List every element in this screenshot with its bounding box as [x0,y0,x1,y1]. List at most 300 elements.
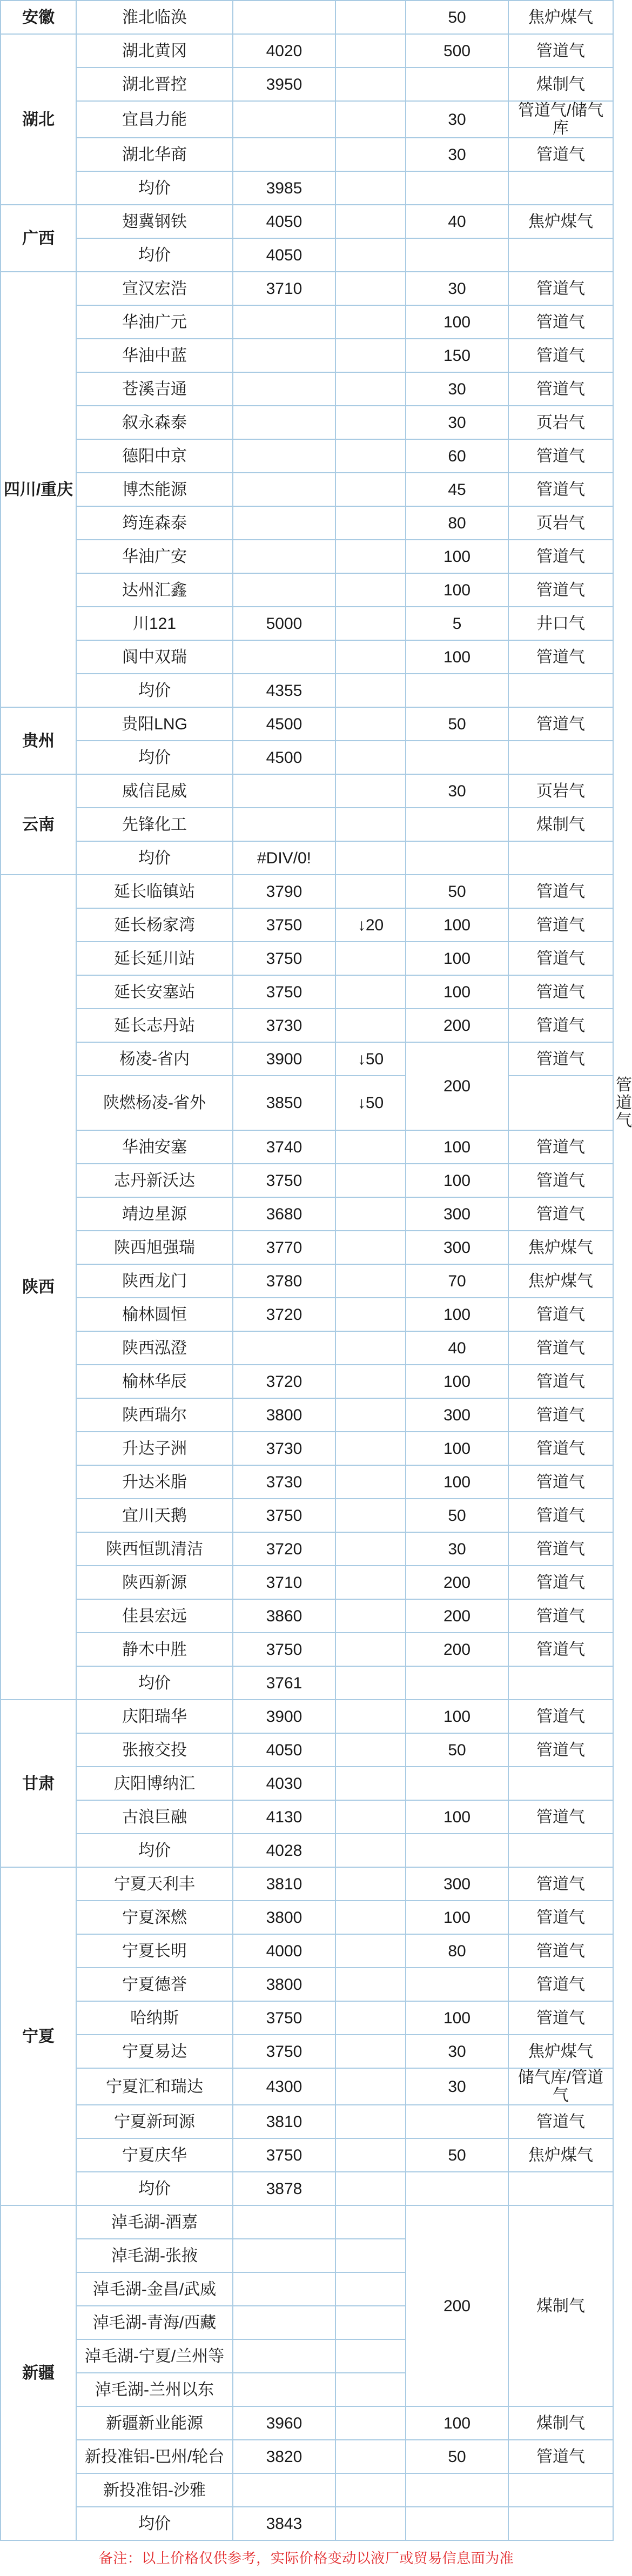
volume-cell [406,1968,508,2001]
plant-name-cell: 宁夏新珂源 [76,2105,233,2138]
price-change-cell [335,238,406,272]
price-cell: 3680 [233,1197,335,1231]
price-change-cell [335,2105,406,2138]
price-change-cell [335,1164,406,1197]
plant-name-cell: 榆林圆恒 [76,1298,233,1331]
table-row [1,473,613,506]
price-cell [233,808,335,841]
volume-cell [406,741,508,774]
price-change-cell [335,1700,406,1733]
price-cell: 3860 [233,1599,335,1633]
average-label-cell: 均价 [76,2507,233,2540]
plant-name-cell: 阆中双瑞 [76,640,233,674]
price-change-cell: ↓50 [335,1076,406,1130]
table-row [1,1700,613,1733]
gas-source-type-cell: 管道气/储气库 [508,101,613,138]
gas-source-type-cell: 管道气 [508,339,613,372]
price-cell [233,372,335,406]
gas-source-type-cell: 管道气 [508,1365,613,1398]
plant-name-cell: 宁夏天利丰 [76,1867,233,1901]
plant-name-cell: 宁夏德誉 [76,1968,233,2001]
volume-cell: 500 [406,34,508,68]
price-cell: 3790 [233,875,335,908]
table-row [1,272,613,305]
volume-cell: 30 [406,272,508,305]
price-change-cell [335,2440,406,2473]
volume-cell: 100 [406,1130,508,1164]
plant-name-cell: 静木中胜 [76,1633,233,1666]
volume-cell: 100 [406,2406,508,2440]
table-row [1,1009,613,1042]
volume-cell [406,238,508,272]
gas-source-type-cell: 煤制气 [508,2406,613,2440]
volume-cell [406,674,508,707]
plant-name-cell: 湖北黄冈 [76,34,233,68]
volume-cell [406,1666,508,1700]
volume-cell: 150 [406,339,508,372]
gas-source-type-cell: 管道气 [508,1042,613,1076]
price-cell [233,2205,335,2239]
gas-source-type-cell: 管道气 [508,640,613,674]
gas-source-type-cell: 管道气 [508,372,613,406]
plant-name-cell: 宜川天鹅 [76,1499,233,1532]
gas-source-type-cell: 页岩气 [508,406,613,439]
price-cell [233,101,335,138]
table-row [1,707,613,741]
volume-cell: 30 [406,138,508,171]
price-cell: 4020 [233,34,335,68]
gas-source-type-cell: 管道气 [508,1432,613,1465]
plant-name-cell: 筠连森泰 [76,506,233,540]
price-change-cell [335,607,406,640]
volume-cell: 100 [406,1465,508,1499]
plant-name-cell: 延长杨家湾 [76,908,233,942]
plant-name-cell: 宣汉宏浩 [76,272,233,305]
price-change-cell [335,640,406,674]
volume-cell: 30 [406,2035,508,2068]
volume-cell: 60 [406,439,508,473]
plant-name-cell: 陕西恒凯清洁 [76,1532,233,1566]
gas-source-type-cell: 管道气 [508,473,613,506]
table-row [1,1365,613,1398]
price-change-cell [335,2138,406,2172]
region-cell: 四川/重庆 [1,272,76,707]
price-cell: 3750 [233,2138,335,2172]
price-cell [233,473,335,506]
table-row: 陕燃杨凌-省外 3850 ↓50 管道气 [1,1076,613,1130]
average-row [1,741,613,774]
table-row [1,1934,613,1968]
average-price-cell: 3761 [233,1666,335,1700]
volume-cell [406,841,508,875]
plant-name-cell: 德阳中京 [76,439,233,473]
price-cell: 3730 [233,1465,335,1499]
price-change-cell [335,1532,406,1566]
region-cell: 甘肃 [1,1700,76,1867]
table-body [1,1,632,2540]
price-change-cell [335,34,406,68]
average-price-cell: 4028 [233,1834,335,1867]
price-cell [233,305,335,339]
plant-name-cell: 陕西旭强瑞 [76,1231,233,1264]
gas-source-type-cell: 焦炉煤气 [508,1,613,34]
volume-cell: 100 [406,942,508,975]
table-row [1,372,613,406]
average-price-cell: 4355 [233,674,335,707]
table-row [1,406,613,439]
gas-source-type-cell: 管道气 [508,1867,613,1901]
price-change-cell [335,2205,406,2239]
volume-cell: 80 [406,1934,508,1968]
price-change-cell [335,1130,406,1164]
region-cell: 新疆 [1,2205,76,2540]
table-row [1,1733,613,1767]
volume-cell: 45 [406,473,508,506]
price-cell: 3770 [233,1231,335,1264]
table-row [1,1197,613,1231]
price-cell [233,774,335,808]
price-cell [233,540,335,573]
price-cell [233,2339,335,2373]
volume-cell: 100 [406,1432,508,1465]
gas-source-type-cell [508,841,613,875]
volume-cell: 100 [406,908,508,942]
table-row [1,875,613,908]
plant-name-cell: 陕西瑞尔 [76,1398,233,1432]
plant-name-cell: 陕西龙门 [76,1264,233,1298]
gas-source-type-cell: 管道气 [508,707,613,741]
price-cell [233,506,335,540]
volume-cell: 40 [406,205,508,238]
price-change-cell: ↓20 [335,908,406,942]
price-change-cell [335,975,406,1009]
price-change-cell [335,1834,406,1867]
table-row [1,1968,613,2001]
table-row [1,1566,613,1599]
average-row [1,171,613,205]
price-cell: 3750 [233,942,335,975]
price-change-cell [335,1867,406,1901]
plant-name-cell: 陕西新源 [76,1566,233,1599]
volume-cell [406,2507,508,2540]
average-row [1,1666,613,1700]
volume-cell: 300 [406,1231,508,1264]
average-label-cell: 均价 [76,1666,233,1700]
volume-cell: 100 [406,2001,508,2035]
region-cell: 湖北 [1,34,76,205]
gas-source-type-cell [508,674,613,707]
gas-source-type-cell: 管道气 [508,1398,613,1432]
volume-cell: 30 [406,2068,508,2105]
gas-source-type-cell: 管道气 [508,1130,613,1164]
volume-cell: 200 [406,1009,508,1042]
gas-source-type-cell: 管道气 [508,540,613,573]
price-change-cell [335,1733,406,1767]
average-label-cell: 均价 [76,841,233,875]
price-change-cell [335,339,406,372]
plant-name-cell: 延长临镇站 [76,875,233,908]
volume-cell: 50 [406,1499,508,1532]
price-change-cell [335,1800,406,1834]
gas-source-type-cell: 管道气 [508,975,613,1009]
average-row [1,2507,613,2540]
volume-cell: 200 [406,1599,508,1633]
volume-cell: 100 [406,540,508,573]
table-row [1,2001,613,2035]
plant-name-cell: 宁夏深燃 [76,1901,233,1934]
table-row [1,1264,613,1298]
table-row [1,2035,613,2068]
table-row [1,34,613,68]
price-change-cell [335,1231,406,1264]
table-row [1,640,613,674]
gas-source-type-cell: 管道气 [508,1465,613,1499]
price-cell: 3810 [233,2105,335,2138]
table-row [1,1164,613,1197]
gas-source-type-cell: 焦炉煤气 [508,1264,613,1298]
average-row [1,674,613,707]
price-cell: 3750 [233,2035,335,2068]
volume-cell: 100 [406,1365,508,1398]
plant-name-cell: 延长延川站 [76,942,233,975]
average-row [1,841,613,875]
volume-cell [406,2172,508,2205]
plant-name-cell: 翅冀钢铁 [76,205,233,238]
gas-source-type-cell: 管道气 [508,2105,613,2138]
table-row [1,1465,613,1499]
plant-name-cell: 新投准铝-沙雅 [76,2473,233,2507]
gas-source-type-cell: 焦炉煤气 [508,1231,613,1264]
table-row [1,506,613,540]
price-cell: 4050 [233,205,335,238]
gas-source-type-cell: 管道气 [508,1532,613,1566]
volume-cell: 100 [406,573,508,607]
plant-name-cell: 达州汇鑫 [76,573,233,607]
plant-name-cell: 靖边星源 [76,1197,233,1231]
price-change-cell [335,1666,406,1700]
volume-cell: 80 [406,506,508,540]
footer-note: 备注：以上价格仅供参考，实际价格变动以液厂或贸易信息面为准 [98,2550,514,2566]
table-row [1,573,613,607]
price-change-cell [335,1599,406,1633]
price-cell: 3750 [233,908,335,942]
average-label-cell: 均价 [76,741,233,774]
volume-cell [406,808,508,841]
gas-source-type-cell [508,2507,613,2540]
average-price-cell: 3985 [233,171,335,205]
gas-source-type-cell: 管道气 [508,1968,613,2001]
plant-name-cell: 延长安塞站 [76,975,233,1009]
price-cell: 3740 [233,1130,335,1164]
volume-cell: 50 [406,875,508,908]
gas-source-type-cell [508,741,613,774]
plant-name-cell: 先锋化工 [76,808,233,841]
average-label-cell: 均价 [76,171,233,205]
average-label-cell: 均价 [76,1834,233,1867]
volume-cell: 100 [406,305,508,339]
table-row [1,1767,613,1800]
price-change-cell [335,439,406,473]
price-change-cell [335,1264,406,1298]
table-row [1,1532,613,1566]
plant-name-cell: 延长志丹站 [76,1009,233,1042]
gas-source-type-cell: 管道气 [508,1566,613,1599]
gas-source-type-cell [508,2172,613,2205]
volume-cell: 100 [406,1164,508,1197]
average-label-cell: 均价 [76,674,233,707]
price-change-cell [335,2035,406,2068]
plant-name-cell: 淖毛湖-酒嘉 [76,2205,233,2239]
price-cell [233,1331,335,1365]
price-change-cell [335,1968,406,2001]
plant-name-cell: 叙永森泰 [76,406,233,439]
volume-cell: 50 [406,1,508,34]
table-row [1,1231,613,1264]
price-change-cell [335,2406,406,2440]
price-change-cell [335,741,406,774]
table-row [1,439,613,473]
volume-cell: 200 [406,1566,508,1599]
plant-name-cell: 淖毛湖-宁夏/兰州等 [76,2339,233,2373]
gas-source-type-cell: 管道气 [508,908,613,942]
volume-cell: 5 [406,607,508,640]
gas-source-type-cell [508,238,613,272]
price-change-cell [335,1197,406,1231]
plant-name-cell: 淖毛湖-张掖 [76,2239,233,2272]
plant-name-cell: 宁夏庆华 [76,2138,233,2172]
gas-source-type-cell: 井口气 [508,607,613,640]
price-change-cell [335,305,406,339]
price-cell: 3710 [233,272,335,305]
gas-source-type-cell: 管道气 [508,1298,613,1331]
volume-cell [406,2105,508,2138]
plant-name-cell: 杨凌-省内 [76,1042,233,1076]
gas-source-type-cell: 页岩气 [508,506,613,540]
gas-source-type-cell: 管道气 [508,34,613,68]
table-row [1,1042,613,1076]
volume-cell: 300 [406,1867,508,1901]
average-price-cell: 3878 [233,2172,335,2205]
volume-cell [406,1767,508,1800]
price-change-cell [335,2068,406,2105]
price-change-cell [335,2373,406,2406]
price-change-cell [335,1,406,34]
table-row [1,1499,613,1532]
price-change-cell [335,68,406,101]
table-row [1,138,613,171]
gas-source-type-cell [508,171,613,205]
price-cell [233,2239,335,2272]
table-row [1,1867,613,1901]
price-change-cell [335,406,406,439]
price-cell: 4030 [233,1767,335,1800]
table-row [1,339,613,372]
volume-cell: 30 [406,372,508,406]
plant-name-cell: 古浪巨融 [76,1800,233,1834]
table-row [1,975,613,1009]
price-cell: 4300 [233,2068,335,2105]
price-cell [233,640,335,674]
volume-cell [406,171,508,205]
gas-source-type-cell: 管道气 [508,1331,613,1365]
price-cell: 3850 [233,1076,335,1130]
price-change-cell [335,171,406,205]
plant-name-cell: 升达米脂 [76,1465,233,1499]
price-cell: 3720 [233,1365,335,1398]
plant-name-cell: 淖毛湖-青海/西藏 [76,2306,233,2339]
price-cell: 3750 [233,2001,335,2035]
volume-cell: 200 [406,1042,508,1130]
plant-name-cell: 华油安塞 [76,1130,233,1164]
price-cell: 5000 [233,607,335,640]
price-change-cell [335,2306,406,2339]
table-row [1,1331,613,1365]
price-cell [233,2373,335,2406]
gas-source-type-cell: 焦炉煤气 [508,205,613,238]
plant-name-cell: 志丹新沃达 [76,1164,233,1197]
gas-source-type-cell [508,1834,613,1867]
table-row [1,68,613,101]
price-cell: 3800 [233,1968,335,2001]
price-change-cell [335,506,406,540]
price-change-cell [335,774,406,808]
plant-name-cell: 博杰能源 [76,473,233,506]
price-change-cell [335,808,406,841]
price-cell: 4000 [233,1934,335,1968]
table-row [1,101,613,138]
price-change-cell [335,1009,406,1042]
volume-cell: 100 [406,1298,508,1331]
gas-source-type-cell: 管道气 [508,1633,613,1666]
region-cell: 广西 [1,205,76,272]
gas-source-type-cell: 管道气 [508,439,613,473]
price-change-cell [335,1331,406,1365]
average-price-cell: 4050 [233,238,335,272]
price-change-cell [335,1767,406,1800]
plant-name-cell: 张掖交投 [76,1733,233,1767]
price-change-cell [335,1901,406,1934]
volume-cell: 200 [406,2205,508,2406]
plant-name-cell: 宁夏汇和瑞达 [76,2068,233,2105]
price-change-cell [335,2239,406,2272]
average-row [1,1834,613,1867]
table-row [1,2440,613,2473]
price-change-cell [335,707,406,741]
price-change-cell [335,2507,406,2540]
volume-cell: 200 [406,1633,508,1666]
gas-source-type-cell: 管道气 [508,942,613,975]
plant-name-cell: 陕燃杨凌-省外 [76,1076,233,1130]
volume-cell [406,68,508,101]
average-label-cell: 均价 [76,2172,233,2205]
region-cell: 贵州 [1,707,76,774]
price-change-cell: ↓50 [335,1042,406,1076]
plant-name-cell: 新疆新业能源 [76,2406,233,2440]
volume-cell: 50 [406,2138,508,2172]
price-cell [233,573,335,607]
volume-cell: 50 [406,2440,508,2473]
price-change-cell [335,372,406,406]
plant-name-cell: 淮北临涣 [76,1,233,34]
gas-source-type-cell [508,1767,613,1800]
volume-cell: 70 [406,1264,508,1298]
gas-source-type-cell: 管道气 [508,2440,613,2473]
gas-source-type-cell: 管道气 [508,1700,613,1733]
table-row [1,305,613,339]
gas-source-type-cell: 管道气 [508,1800,613,1834]
gas-source-type-cell: 煤制气 [508,68,613,101]
table-row [1,2105,613,2138]
